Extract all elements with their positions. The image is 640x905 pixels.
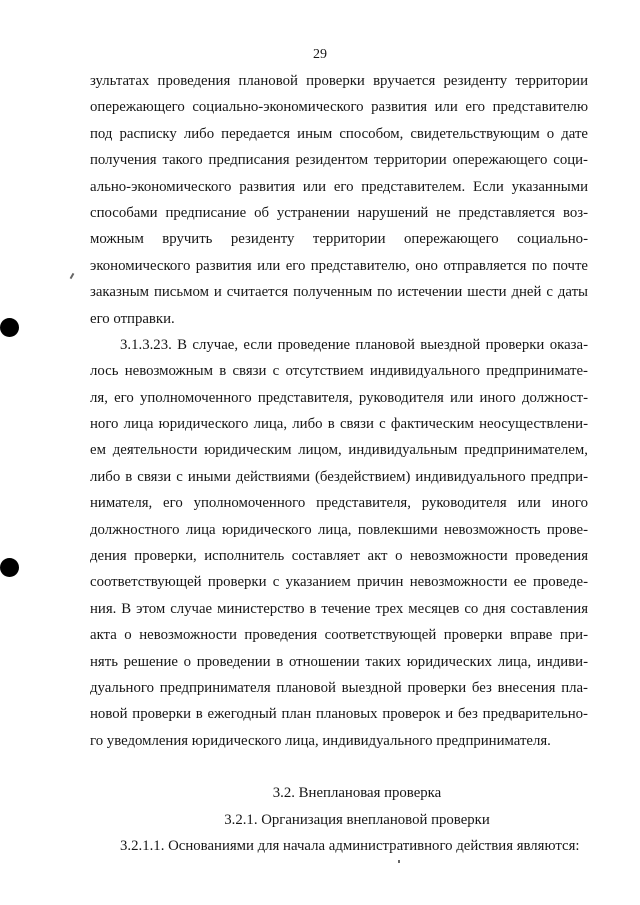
text-line: ния. В этом случае министерство в течение трех месяцев со дня составления (90, 600, 588, 617)
paragraph-first-line: 3.1.3.23. В случае, если проведение плановой выездной проверки оказа- (120, 336, 588, 353)
text-line: под расписку либо передается иным способом, свидетельствующим о дате (90, 125, 588, 142)
text-line: новой проверки в ежегодный план плановых проверок и без предварительно- (90, 706, 588, 723)
text-line: его отправки. (90, 310, 175, 327)
page-number: 29 (313, 47, 327, 62)
punch-hole-mark (0, 318, 19, 337)
text-line: го уведомления юридического лица, индивидуального предпринимателя. (90, 732, 551, 749)
text-line: дения проверки, исполнитель составляет акт о невозможности проведения (90, 548, 588, 565)
section-heading: 3.2. Внеплановая проверка (272, 785, 442, 802)
document-body (90, 68, 588, 859)
text-line: акта о невозможности проведения соответствующей проверки вправе при- (90, 627, 588, 644)
text-line: нять решение о проведении в отношении таких юридических лица, индиви- (90, 653, 588, 670)
text-line: ем деятельности юридическим лицом, индивидуальным предпринимателем, (90, 442, 588, 459)
text-line: можным вручить резиденту территории опережающего социально- (90, 231, 588, 248)
text-line: лось невозможным в связи с отсутствием индивидуального предпринимате- (90, 363, 588, 380)
paragraph-first-line: 3.2.1.1. Основаниями для начала административного действия являются: (120, 837, 580, 854)
text-line: получения такого предписания резидентом территории опережающего соци- (90, 152, 588, 169)
text-line: ально-экономического развития или его представителем. Если указанными (90, 178, 588, 195)
text-line: соответствующей проверки с указанием причин невозможности ее проведе- (90, 574, 588, 591)
text-line: должностного лица юридического лица, повлекшими невозможность прове- (90, 521, 588, 538)
scan-speck (398, 860, 400, 863)
text-line: заказным письмом и считается полученным по истечении шести дней с даты (90, 284, 588, 301)
text-line: опережающего социально-экономического развития или его представителю (90, 99, 588, 116)
text-line: дуального предпринимателя плановой выездной проверки без внесения пла- (90, 679, 588, 696)
scan-speck (70, 273, 75, 279)
text-line: ля, его уполномоченного представителя, руководителя или иного должност- (90, 389, 588, 406)
subsection-heading: 3.2.1. Организация внеплановой проверки (224, 811, 490, 828)
text-line: нимателя, его уполномоченного представителя, руководителя или иного (90, 495, 588, 512)
text-line: способами предписание об устранении нарушений не представляется воз- (90, 204, 588, 221)
text-line: экономического развития или его представителю, оно отправляется по почте (90, 257, 588, 274)
text-line: либо в связи с иными действиями (бездействием) индивидуального предпри- (90, 468, 588, 485)
punch-hole-mark (0, 558, 19, 577)
text-line: ного лица юридического лица, либо в связи с фактическим неосуществлени- (90, 416, 588, 433)
text-line: зультатах проведения плановой проверки вручается резиденту территории (90, 73, 588, 89)
